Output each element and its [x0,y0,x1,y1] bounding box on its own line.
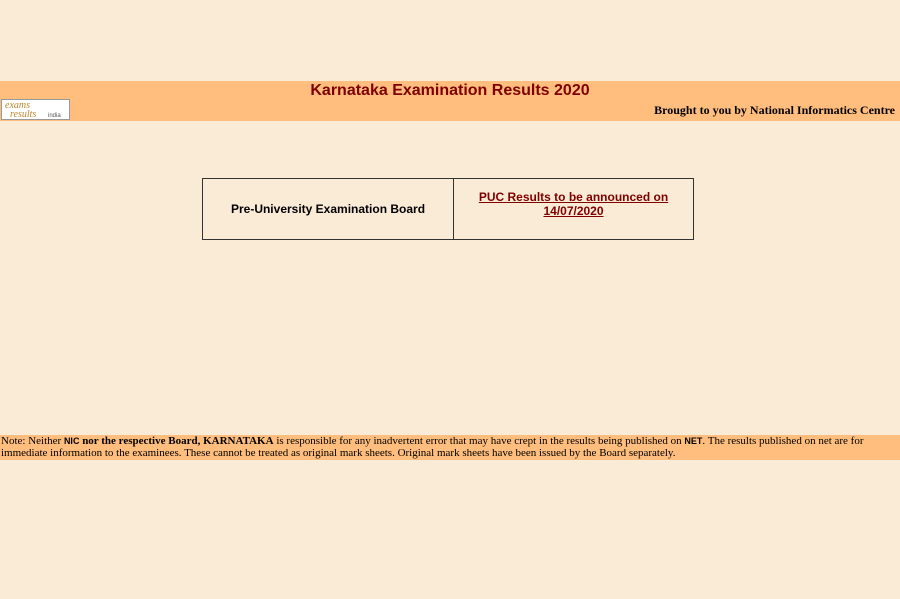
board-name-cell: Pre-University Examination Board [203,179,454,239]
note-middle: is responsible for any inadvertent error that may have crept in the results being published on [273,435,685,447]
page-title: Karnataka Examination Results 2020 [310,82,590,99]
logo-line1: exams [5,100,30,111]
credit-text: Brought to you by National Informatics Centre [654,103,895,117]
exams-results-india-logo[interactable] [1,99,70,120]
note-net: NET [684,436,703,446]
announcement-cell [454,179,693,239]
logo-line2: results [10,109,37,119]
note-prefix: Note: Neither [1,435,64,447]
note-nic: NIC [63,436,80,446]
puc-results-link[interactable]: PUC Results to be announced on 14/07/2020 [478,190,669,218]
note-bold-part: nor the respective Board, KARNATAKA [79,435,274,447]
header-band [0,81,900,121]
results-table [202,178,694,240]
logo-line3: india [48,113,61,119]
disclaimer-note [0,435,900,460]
note-suffix: . The results published on net are for immediate information to the examinees. These cannot be treated as original mark sheets. Original mark sheets have been issued by the Board separately. [1,435,864,459]
